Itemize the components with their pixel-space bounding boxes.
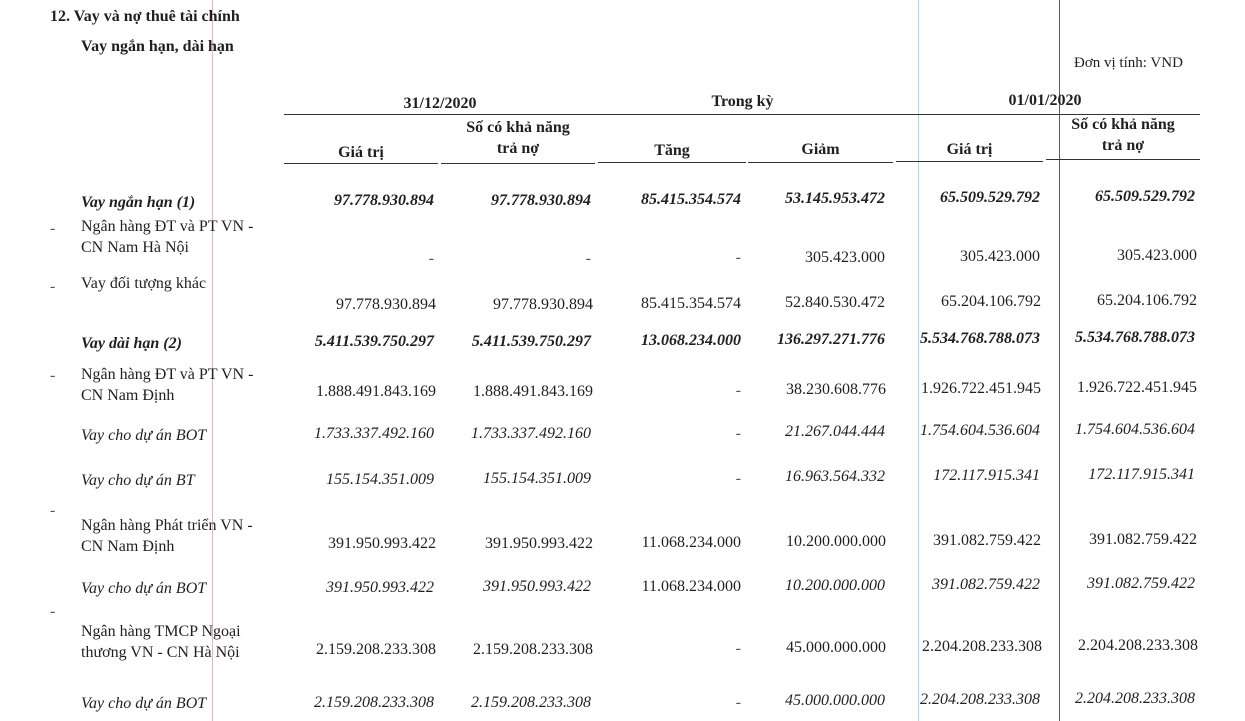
cell-value-end: 1.888.491.843.169 [316, 383, 436, 400]
cell-value-start: 391.082.759.422 [932, 576, 1040, 593]
row-label: Ngân hàng ĐT và PT VN - [81, 218, 254, 235]
col-header-repay-end-1: Số có khả năng [466, 119, 570, 136]
row-bullet: - [50, 220, 56, 237]
cell-decrease: 16.963.564.332 [785, 468, 885, 485]
cell-repay-end: 1.733.337.492.160 [471, 425, 591, 442]
row-bullet: - [50, 278, 56, 295]
cell-decrease: 53.145.953.472 [785, 190, 885, 207]
row-label: Vay ngắn hạn (1) [81, 194, 196, 211]
cell-repay-end: 155.154.351.009 [483, 470, 591, 487]
cell-repay-end: 5.411.539.750.297 [471, 333, 591, 350]
col-header-repay-start-1: Số có khả năng [1071, 116, 1175, 133]
cell-value-start: 65.509.529.792 [940, 189, 1040, 206]
row-label: Ngân hàng Phát triển VN - [81, 517, 253, 534]
cell-decrease: 10.200.000.000 [786, 533, 886, 550]
cell-decrease: 10.200.000.000 [785, 577, 885, 594]
group-header-period: Trong kỳ [711, 93, 774, 110]
cell-increase: - [735, 470, 741, 487]
row-label: Vay đối tượng khác [81, 275, 207, 292]
row-label-line2: CN Nam Hà Nội [81, 239, 189, 256]
row-label: Ngân hàng TMCP Ngoại [81, 623, 241, 640]
row-bullet: - [50, 367, 56, 384]
row-label-line2: CN Nam Định [81, 387, 175, 404]
unit-label: Đơn vị tính: VND [1074, 55, 1183, 71]
cell-repay-start: 5.534.768.788.073 [1075, 329, 1195, 346]
header-rule-value-end [284, 163, 438, 164]
cell-repay-end: - [585, 250, 591, 267]
col-header-value-start: Giá trị [946, 141, 993, 158]
row-bullet: - [50, 603, 56, 620]
cell-value-start: 2.204.208.233.308 [922, 638, 1042, 655]
cell-increase: - [735, 382, 741, 399]
cell-decrease: 305.423.000 [805, 249, 885, 266]
cell-repay-end: 2.159.208.233.308 [471, 694, 591, 711]
cell-increase: 85.415.354.574 [641, 295, 741, 312]
cell-increase: 11.068.234.000 [641, 578, 741, 595]
col-header-decrease: Giảm [801, 141, 840, 158]
cell-decrease: 45.000.000.000 [786, 639, 886, 656]
col-header-repay-start-2: trả nợ [1101, 137, 1145, 154]
cell-repay-end: 97.778.930.894 [493, 296, 593, 313]
header-rule-increase [598, 162, 746, 163]
cell-repay-start: 1.754.604.536.604 [1075, 421, 1195, 438]
cell-increase: - [735, 249, 741, 266]
cell-increase: - [735, 425, 741, 442]
scan-line-red [212, 0, 213, 721]
row-label-line2: CN Nam Định [81, 538, 175, 555]
cell-value-end: 1.733.337.492.160 [314, 425, 434, 442]
cell-decrease: 45.000.000.000 [785, 692, 885, 709]
row-bullet: - [50, 502, 56, 519]
row-label: Ngân hàng ĐT và PT VN - [81, 366, 254, 383]
subtitle: Vay ngắn hạn, dài hạn [81, 38, 234, 55]
cell-value-start: 172.117.915.341 [933, 467, 1040, 484]
cell-value-start: 305.423.000 [960, 248, 1040, 265]
row-label: Vay cho dự án BOT [81, 427, 207, 444]
cell-increase: 85.415.354.574 [641, 191, 741, 208]
cell-repay-start: 305.423.000 [1117, 247, 1197, 264]
header-rule-top [284, 114, 1200, 115]
cell-increase: 13.068.234.000 [641, 332, 741, 349]
row-label-line2: thương VN - CN Hà Nội [81, 644, 240, 661]
cell-repay-end: 1.888.491.843.169 [473, 383, 593, 400]
col-header-repay-end-2: trả nợ [496, 140, 540, 157]
row-label: Vay cho dự án BOT [81, 580, 207, 597]
section-title: 12. Vay và nợ thuê tài chính [50, 8, 240, 25]
cell-decrease: 136.297.271.776 [777, 331, 885, 348]
col-header-value-end: Giá trị [338, 144, 384, 161]
cell-decrease: 38.230.608.776 [786, 381, 886, 398]
cell-increase: - [735, 694, 741, 711]
cell-value-start: 65.204.106.792 [941, 293, 1041, 310]
cell-repay-end: 391.950.993.422 [483, 578, 591, 595]
col-header-increase: Tăng [654, 142, 690, 159]
cell-repay-start: 172.117.915.341 [1088, 466, 1195, 483]
cell-repay-start: 391.082.759.422 [1087, 575, 1195, 592]
cell-value-start: 391.082.759.422 [933, 532, 1041, 549]
group-header-start-date: 01/01/2020 [1008, 92, 1082, 109]
header-rule-repay-start [1046, 159, 1200, 160]
scan-line-cyan [918, 0, 919, 721]
cell-value-end: 391.950.993.422 [326, 579, 434, 596]
cell-repay-start: 2.204.208.233.308 [1078, 637, 1198, 654]
cell-repay-start: 65.509.529.792 [1095, 188, 1195, 205]
cell-value-end: 391.950.993.422 [328, 535, 436, 552]
row-label: Vay cho dự án BT [81, 472, 195, 489]
group-header-end-date: 31/12/2020 [403, 95, 477, 112]
cell-value-start: 1.926.722.451.945 [921, 380, 1041, 397]
cell-value-start: 1.754.604.536.604 [920, 422, 1040, 439]
header-rule-decrease [748, 162, 893, 163]
cell-repay-start: 2.204.208.233.308 [1075, 690, 1195, 707]
cell-repay-end: 97.778.930.894 [491, 192, 591, 209]
cell-value-end: 97.778.930.894 [334, 192, 434, 209]
cell-value-end: 155.154.351.009 [326, 471, 434, 488]
cell-repay-start: 65.204.106.792 [1097, 292, 1197, 309]
cell-decrease: 21.267.044.444 [785, 423, 885, 440]
cell-increase: - [735, 640, 741, 657]
cell-repay-start: 391.082.759.422 [1089, 531, 1197, 548]
cell-decrease: 52.840.530.472 [785, 294, 885, 311]
row-label: Vay cho dự án BOT [81, 695, 207, 712]
row-label: Vay dài hạn (2) [81, 335, 182, 352]
cell-value-end: 2.159.208.233.308 [316, 641, 436, 658]
cell-value-start: 5.534.768.788.073 [920, 330, 1040, 347]
cell-repay-end: 391.950.993.422 [485, 535, 593, 552]
cell-value-end: - [428, 250, 434, 267]
cell-value-end: 97.778.930.894 [336, 296, 436, 313]
header-rule-repay-end [441, 163, 595, 164]
cell-value-end: 2.159.208.233.308 [314, 694, 434, 711]
cell-increase: 11.068.234.000 [641, 534, 741, 551]
cell-value-end: 5.411.539.750.297 [314, 333, 434, 350]
cell-value-start: 2.204.208.233.308 [920, 691, 1040, 708]
cell-repay-end: 2.159.208.233.308 [473, 641, 593, 658]
cell-repay-start: 1.926.722.451.945 [1077, 379, 1197, 396]
header-rule-value-start [896, 161, 1043, 162]
